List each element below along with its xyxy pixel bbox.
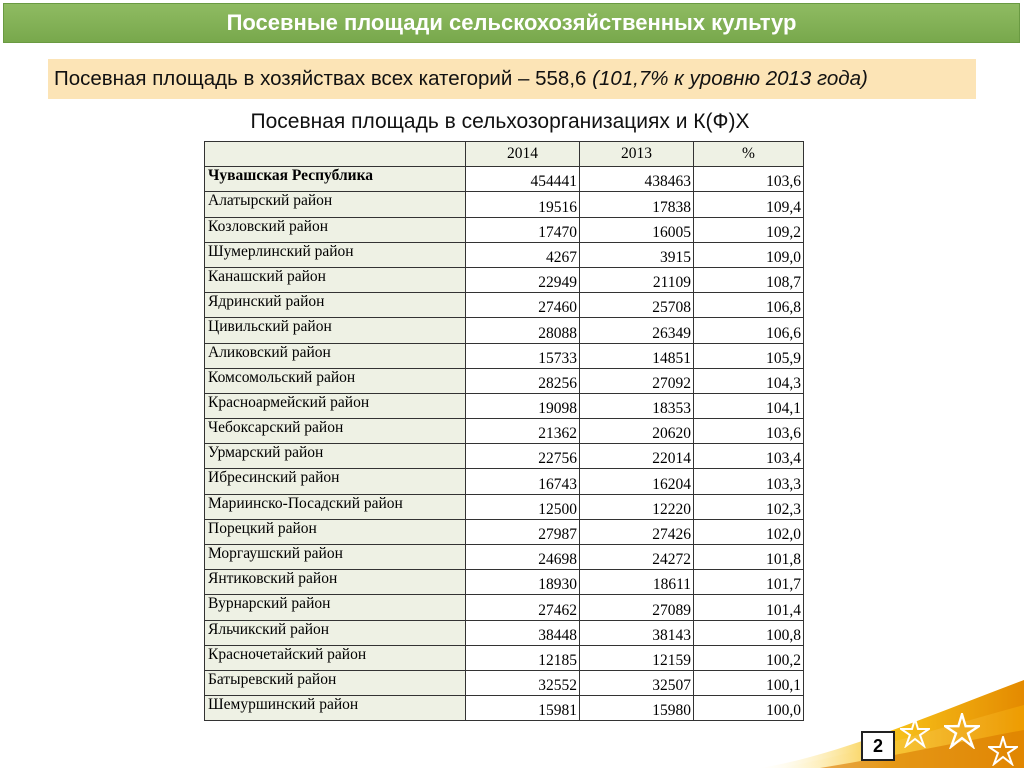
value-2014-cell: 15981: [466, 696, 580, 721]
row-name-cell: Козловский район: [205, 217, 466, 242]
row-name-cell: Шумерлинский район: [205, 242, 466, 267]
table-row: [205, 318, 804, 343]
row-name-cell: Канашский район: [205, 267, 466, 292]
row-name-cell: Красноармейский район: [205, 393, 466, 418]
value-2013-cell: 438463: [580, 167, 694, 192]
table-row: [205, 267, 804, 292]
ornament-star-icon: [988, 736, 1018, 771]
sown-area-table: [204, 141, 804, 721]
value-2013-cell: 17838: [580, 192, 694, 217]
value-2013-cell: 26349: [580, 318, 694, 343]
percent-cell: 109,2: [694, 217, 804, 242]
value-2013-cell: 21109: [580, 267, 694, 292]
subtitle-banner: [48, 59, 976, 99]
table-row: [205, 368, 804, 393]
header-2013: 2013: [580, 142, 694, 167]
value-2013-cell: 25708: [580, 293, 694, 318]
header-2014: 2014: [466, 142, 580, 167]
percent-cell: 106,8: [694, 293, 804, 318]
table-row: [205, 393, 804, 418]
row-name-cell: Алатырский район: [205, 192, 466, 217]
slide-title: Посевные площади сельскохозяйственных культур: [3, 3, 1020, 43]
table-row-total: [205, 167, 804, 192]
row-name-cell: Шемуршинский район: [205, 696, 466, 721]
header-percent: %: [694, 142, 804, 167]
table-row: [205, 343, 804, 368]
row-name-cell: Моргаушский район: [205, 545, 466, 570]
percent-cell: 103,3: [694, 469, 804, 494]
value-2014-cell: 32552: [466, 670, 580, 695]
row-name-cell: Комсомольский район: [205, 368, 466, 393]
value-2014-cell: 17470: [466, 217, 580, 242]
percent-cell: 104,3: [694, 368, 804, 393]
row-name-cell: Ибресинский район: [205, 469, 466, 494]
value-2014-cell: 16743: [466, 469, 580, 494]
percent-cell: 100,1: [694, 670, 804, 695]
value-2014-cell: 27462: [466, 595, 580, 620]
value-2014-cell: 27460: [466, 293, 580, 318]
value-2013-cell: 18353: [580, 393, 694, 418]
table-row: [205, 217, 804, 242]
value-2014-cell: 19098: [466, 393, 580, 418]
row-name-cell: Аликовский район: [205, 343, 466, 368]
ornament-star-icon: [944, 713, 980, 754]
value-2014-cell: 38448: [466, 620, 580, 645]
value-2014-cell: 4267: [466, 242, 580, 267]
table-row: [205, 670, 804, 695]
row-name-cell: Яльчикский район: [205, 620, 466, 645]
page-number: 2: [861, 731, 895, 761]
percent-cell: 102,3: [694, 494, 804, 519]
row-name-cell: Ядринский район: [205, 293, 466, 318]
percent-cell: 102,0: [694, 519, 804, 544]
row-name-cell: Порецкий район: [205, 519, 466, 544]
row-name-cell: Вурнарский район: [205, 595, 466, 620]
row-name-cell: Чувашская Республика: [205, 167, 466, 192]
value-2013-cell: 27092: [580, 368, 694, 393]
table-row: [205, 645, 804, 670]
value-2013-cell: 27089: [580, 595, 694, 620]
percent-cell: 100,8: [694, 620, 804, 645]
value-2014-cell: 27987: [466, 519, 580, 544]
table-row: [205, 620, 804, 645]
row-name-cell: Цивильский район: [205, 318, 466, 343]
table-row: [205, 419, 804, 444]
value-2013-cell: 14851: [580, 343, 694, 368]
value-2013-cell: 16005: [580, 217, 694, 242]
table-row: [205, 444, 804, 469]
row-name-cell: Урмарский район: [205, 444, 466, 469]
value-2013-cell: 24272: [580, 545, 694, 570]
percent-cell: 104,1: [694, 393, 804, 418]
percent-cell: 103,6: [694, 419, 804, 444]
percent-cell: 105,9: [694, 343, 804, 368]
percent-cell: 103,4: [694, 444, 804, 469]
percent-cell: 101,7: [694, 570, 804, 595]
table-caption: Посевная площадь в сельхозорганизациях и К(Ф)Х: [250, 110, 750, 133]
table-row: [205, 192, 804, 217]
table-row: [205, 696, 804, 721]
percent-cell: 108,7: [694, 267, 804, 292]
table-row: [205, 242, 804, 267]
value-2013-cell: 12159: [580, 645, 694, 670]
table-row: [205, 494, 804, 519]
value-2014-cell: 19516: [466, 192, 580, 217]
value-2014-cell: 454441: [466, 167, 580, 192]
row-name-cell: Чебоксарский район: [205, 419, 466, 444]
percent-cell: 109,4: [694, 192, 804, 217]
table-row: [205, 469, 804, 494]
header-name: [205, 142, 466, 167]
table-row: [205, 570, 804, 595]
percent-cell: 103,6: [694, 167, 804, 192]
value-2013-cell: 15980: [580, 696, 694, 721]
value-2013-cell: 38143: [580, 620, 694, 645]
table-row: [205, 293, 804, 318]
row-name-cell: Янтиковский район: [205, 570, 466, 595]
percent-cell: 100,0: [694, 696, 804, 721]
value-2013-cell: 32507: [580, 670, 694, 695]
percent-cell: 100,2: [694, 645, 804, 670]
percent-cell: 106,6: [694, 318, 804, 343]
value-2014-cell: 12185: [466, 645, 580, 670]
value-2013-cell: 27426: [580, 519, 694, 544]
value-2014-cell: 24698: [466, 545, 580, 570]
value-2014-cell: 12500: [466, 494, 580, 519]
value-2014-cell: 21362: [466, 419, 580, 444]
value-2013-cell: 20620: [580, 419, 694, 444]
table-row: [205, 595, 804, 620]
subtitle-main: Посевная площадь в хозяйствах всех категорий – 558,6: [54, 67, 593, 90]
subtitle-italic: (101,7% к уровню 2013 года): [592, 67, 868, 90]
value-2013-cell: 16204: [580, 469, 694, 494]
value-2013-cell: 18611: [580, 570, 694, 595]
value-2013-cell: 3915: [580, 242, 694, 267]
ornament-star-icon: [900, 718, 930, 753]
value-2013-cell: 12220: [580, 494, 694, 519]
value-2013-cell: 22014: [580, 444, 694, 469]
value-2014-cell: 28256: [466, 368, 580, 393]
percent-cell: 101,8: [694, 545, 804, 570]
percent-cell: 109,0: [694, 242, 804, 267]
percent-cell: 101,4: [694, 595, 804, 620]
value-2014-cell: 22756: [466, 444, 580, 469]
table-row: [205, 545, 804, 570]
row-name-cell: Батыревский район: [205, 670, 466, 695]
table-row: [205, 519, 804, 544]
table-header-row: [205, 142, 804, 167]
value-2014-cell: 28088: [466, 318, 580, 343]
value-2014-cell: 22949: [466, 267, 580, 292]
value-2014-cell: 15733: [466, 343, 580, 368]
value-2014-cell: 18930: [466, 570, 580, 595]
row-name-cell: Мариинско-Посадский район: [205, 494, 466, 519]
row-name-cell: Красночетайский район: [205, 645, 466, 670]
